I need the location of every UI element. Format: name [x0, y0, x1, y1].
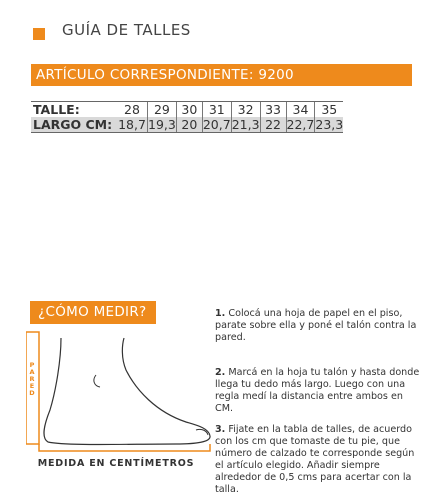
size-cell: 32 — [231, 102, 260, 118]
measure-label: MEDIDA EN CENTÍMETROS — [37, 458, 195, 469]
step-2 — [215, 367, 420, 415]
length-cell: 23,3 — [315, 117, 344, 132]
length-cell: 22,7 — [286, 117, 315, 132]
step-text: Marcá en la hoja tu talón y hasta donde llega tu dedo más largo. Luego con una regla medí la distancia entre ambos en CM. — [215, 367, 420, 414]
row-label-length: LARGO CM: — [31, 117, 117, 133]
foot-measure-illustration — [26, 330, 226, 460]
how-to-measure-banner: ¿CÓMO MEDIR? — [30, 301, 156, 324]
size-cell: 31 — [202, 102, 231, 118]
page-title: GUÍA DE TALLES — [62, 21, 191, 39]
length-cell: 20,7 — [202, 117, 231, 132]
length-row — [31, 117, 343, 133]
length-cell: 19,3 — [148, 117, 176, 132]
article-banner: ARTÍCULO CORRESPONDIENTE: 9200 — [31, 64, 412, 86]
step-number: 3. — [215, 424, 226, 435]
size-table — [31, 101, 343, 133]
length-cell: 21,3 — [231, 117, 260, 132]
step-number: 1. — [215, 308, 226, 319]
step-text: Colocá una hoja de papel en el piso, parate sobre ella y poné el talón contra la pared. — [215, 308, 417, 343]
step-3 — [215, 424, 420, 496]
length-cell: 22 — [260, 117, 286, 133]
step-text: Fijate en la tabla de talles, de acuerdo con los cm que tomaste de tu pie, que número de calzado te corresponde según el artículo elegido. Añadir siempre alrededor de 0,5 cms para acertar con la talla. — [215, 424, 415, 495]
size-cell: 35 — [315, 102, 343, 118]
wall-label: P A R E D — [29, 361, 35, 397]
step-1 — [215, 308, 420, 344]
size-cell: 34 — [286, 102, 315, 118]
row-label-size: TALLE: — [31, 102, 117, 118]
length-cell: 20 — [176, 117, 202, 133]
size-cell: 33 — [260, 102, 286, 118]
size-cell: 29 — [148, 102, 177, 118]
floor-line — [39, 444, 210, 451]
ankle-detail — [94, 375, 100, 387]
foot-outline — [44, 338, 210, 445]
size-cell: 30 — [176, 102, 202, 118]
length-cell: 18,7 — [118, 117, 146, 132]
size-cell: 28 — [117, 102, 148, 118]
header-bullet — [33, 28, 45, 40]
size-row — [31, 102, 343, 118]
step-number: 2. — [215, 367, 226, 378]
